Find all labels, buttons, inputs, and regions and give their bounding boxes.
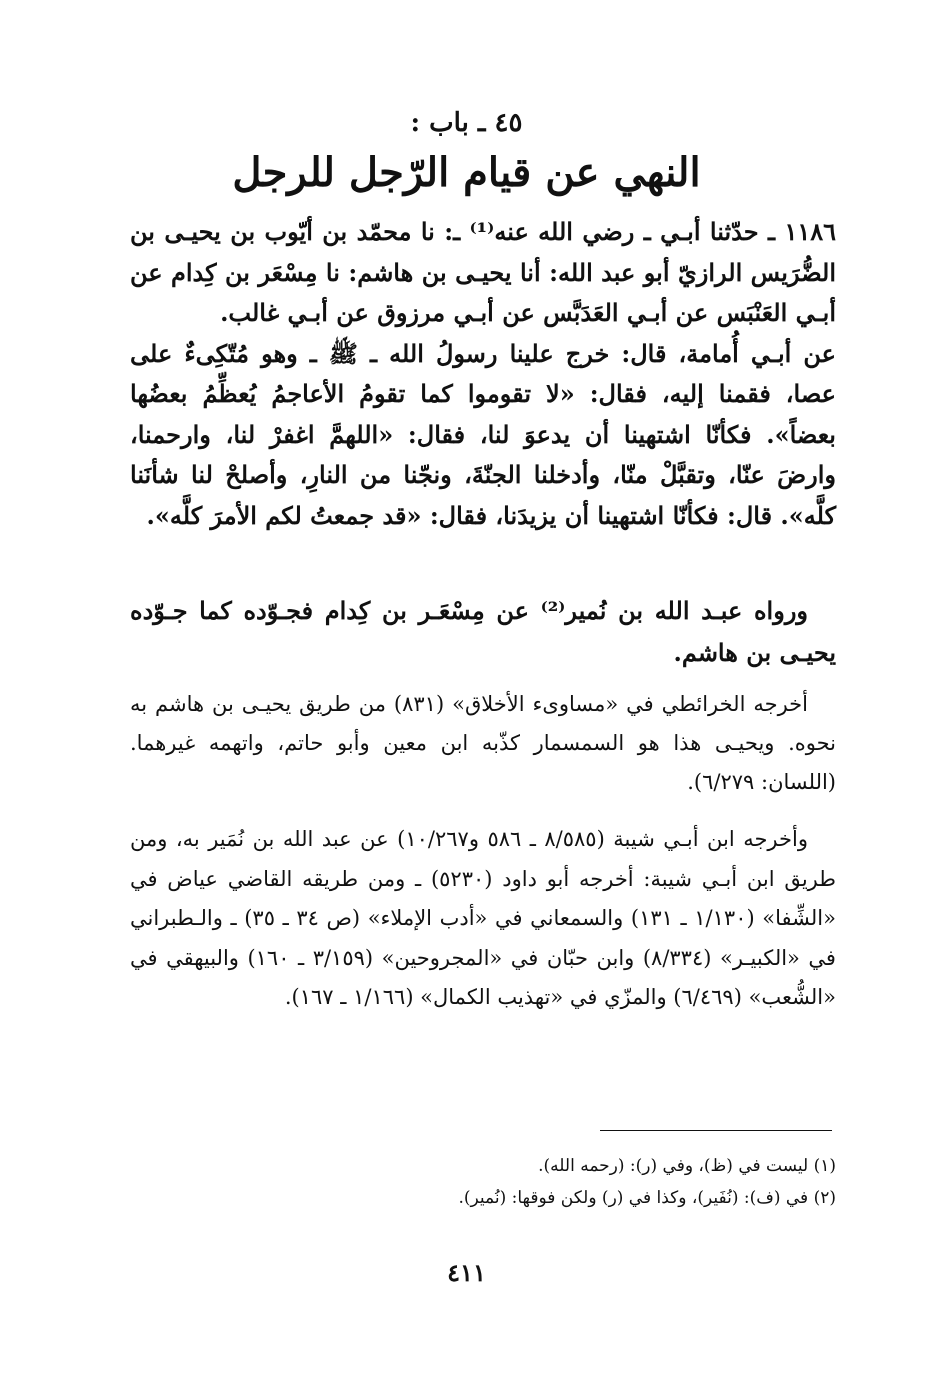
hadith-text <box>130 212 836 536</box>
hadith-matn-paragraph: عن أبـي أُمامة، قال: خرج علينا رسولُ الله ـ ﷺ ـ وهو مُتّكِىءٌ على عصا، فقمنا إليه، فقال: «لا تقوموا كما تقومُ الأعاجمُ يُعظِّمُ بعضُها بعضاً». فكأنّا اشتهينا أن يدعوَ لنا، فقال: «اللهمَّ اغفرْ لنا، وارحمنا، وارضَ عنّا، وتقبَّلْ منّا، وأدخلنا الجنّةَ، ونجّنا من النارِ، وأصلحْ لنا شأنَنا كلَّه». قال: فكأنّا اشتهينا أن يزيدَنا، فقال: «قد جمعتُ لكم الأمرَ كلَّه». <box>130 338 836 530</box>
hadith-isnad-paragraph: ١١٨٦ ـ حدّثنا أبـي ـ رضي الله عنه⁽¹⁾ ـ: نا محمّد بن أيّوب بن يحيـى بن الضُّرَيس الرازيّ أبو عبد الله: أنا يحيـى بن هاشم: نا مِسْعَر بن كِدام عن أبـي العَنْبَس عن أبـي العَدَبَّس عن أبـي مرزوق عن أبـي غالب. <box>130 217 836 327</box>
footnotes <box>300 1150 836 1214</box>
footnote-item: (٢) في (ف): (نُفَير)، وكذا في (ر) ولكن فوقها: (نُمير). <box>458 1188 836 1208</box>
takhrij-paragraph: أخرجه الخرائطي في «مساوىء الأخلاق» (٨٣١) من طريق يحيـى بن هاشم به نحوه. ويحيـى هذا هو السمسمار كذّبه ابن معين وأبو حاتم، واتهمه غيرهما. (اللسان: ٦/٢٧٩). <box>130 692 836 794</box>
riwaya-paragraph: ورواه عبـد الله بن نُمير⁽²⁾ عن مِسْعَـر بن كِدام فجـوّده كما جـوّده يحيـى بن هاشم. <box>130 596 836 667</box>
takhrij-section <box>130 685 836 802</box>
takhrij-paragraph: وأخرجه ابن أبـي شيبة (٨/٥٨٥ ـ ٥٨٦ و١٠/٢٦٧) عن عبد الله بن نُمَير به، ومن طريق ابن أبـي شيبة: أخرجه أبو داود (٥٢٣٠) ـ ومن طريقه القاضي عياض في «الشِّفا» (١/١٣٠ ـ ١٣١) والسمعاني في «أدب الإملاء» (ص ٣٤ ـ ٣٥) ـ والـطبراني في «الكبيـر» (٨/٣٣٤) وابن حبّان في «المجروحين» (٣/١٥٩ ـ ١٦٠) والبيهقي في «الشُّعب» (٦/٤٦٩) والمزّي في «تهذيب الكمال» (١/١٦٦ ـ ١٦٧). <box>130 827 836 1009</box>
takhrij-section <box>130 820 836 1018</box>
riwaya-note <box>130 590 836 674</box>
footnote-item: (١) ليست في (ظ)، وفي (ر): (رحمه الله). <box>538 1156 836 1176</box>
chapter-number: ٤٥ ـ باب : <box>410 108 523 138</box>
chapter-title: النهي عن قيام الرّجل للرجل <box>232 149 701 196</box>
page-number: ٤١١ <box>447 1258 486 1287</box>
footnote-divider <box>600 1130 832 1131</box>
